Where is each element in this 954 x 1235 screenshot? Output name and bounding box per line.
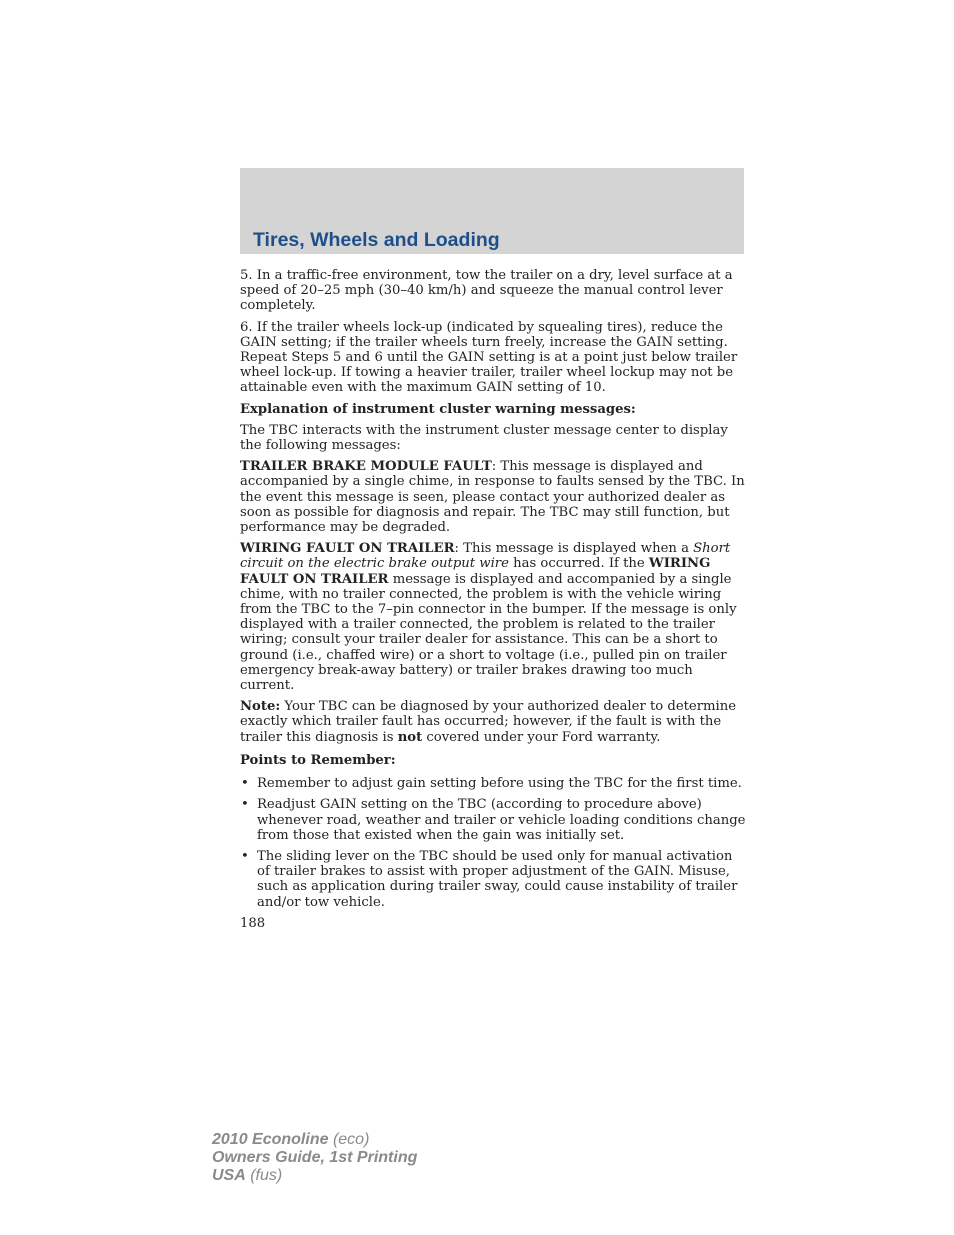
page-content [240,268,748,931]
wiring-fault-term-2: WIRING FAULT ON TRAILER [240,556,711,587]
wiring-fault-text-3: message is displayed and accompanied by a single chime, with no trailer connected, the problem is with the vehicle wiring from the TBC to the 7–pin connector in the bumper. If the message is only displayed with a trailer connected, the problem is related to the trailer wiring; consult your trailer dealer for assistance. This can be a short to ground (i.e., chaffed wire) or a short to voltage (i.e., pulled pin on trailer emergency break-away battery) or trailer brakes drawing too much current. [240,571,737,694]
module-fault-term: TRAILER BRAKE MODULE FAULT [240,459,492,475]
list-item-text: The sliding lever on the TBC should be used only for manual activation of trailer brakes to assist with proper adjustment of the GAIN. Misuse, such as application during trailer sway, could cause instability of trailer and/or tow vehicle. [257,848,738,910]
wiring-fault-text-1: : This message is displayed when a [454,541,694,557]
section-title: Tires, Wheels and Loading [253,229,500,251]
footer-market-code: (fus) [245,1167,283,1184]
note-paragraph [240,699,748,745]
list-item-text: Remember to adjust gain setting before using the TBC for the first time. [257,776,742,792]
section-header-band [240,168,744,254]
bullet-icon: • [241,776,249,792]
explanation-intro: The TBC interacts with the instrument cluster message center to display the following messages: [240,422,728,454]
points-list [240,776,748,910]
wiring-fault-text-2: has occurred. If the [508,556,649,572]
step-6-paragraph: 6. If the trailer wheels lock-up (indicated by squealing tires), reduce the GAIN setting; if the trailer wheels turn freely, increase the GAIN setting. Repeat Steps 5 and 6 until the GAIN setting is at a point just below trailer wheel lock-up. If towing a heavier trailer, trailer wheel lockup may not be attainable even with the maximum GAIN setting of 10. [240,319,738,396]
wiring-fault-italic: Short circuit on the electric brake output wire [240,541,731,572]
module-fault-text: : This message is displayed and accompanied by a single chime, in response to faults sensed by the TBC. In the event this message is seen, please contact your authorized dealer as soon as possible for diagnosis and repair. The TBC may still function, but performance may be degraded. [240,459,745,536]
footer-model-code: (eco) [328,1131,370,1148]
footer-line-2: Owners Guide, 1st Printing [212,1149,418,1166]
step-5-paragraph: 5. In a traffic-free environment, tow the trailer on a dry, level surface at a speed of 20–25 mph (30–40 km/h) and squeeze the manual control lever completely. [240,268,733,314]
list-item [240,849,748,910]
module-fault-paragraph [240,459,748,535]
note-text-2: covered under your Ford warranty. [422,729,661,745]
note-text-1: Your TBC can be diagnosed by your authorized dealer to determine exactly which trailer fault has occurred; however, if the fault is with the trailer this diagnosis is [240,699,737,745]
document-footer [212,1131,417,1185]
wiring-fault-term: WIRING FAULT ON TRAILER [240,541,455,557]
note-emphasis: not [397,729,423,745]
bullet-icon: • [241,848,249,864]
footer-model: 2010 Econoline [212,1131,329,1148]
footer-market: USA [212,1167,246,1184]
list-item [240,797,748,843]
footer-line-3 [212,1167,417,1185]
bullet-icon: • [241,797,249,813]
wiring-fault-paragraph [240,541,748,693]
page-number: 188 [240,915,266,931]
points-heading: Points to Remember: [240,752,396,768]
footer-line-1 [212,1131,417,1149]
list-item-text: Readjust GAIN setting on the TBC (according to procedure above) whenever road, weather and trailer or vehicle loading conditions change from those that existed when the gain was initially set. [257,797,746,843]
explanation-heading: Explanation of instrument cluster warning messages: [240,401,636,417]
list-item [240,776,748,791]
note-label: Note: [240,699,281,715]
